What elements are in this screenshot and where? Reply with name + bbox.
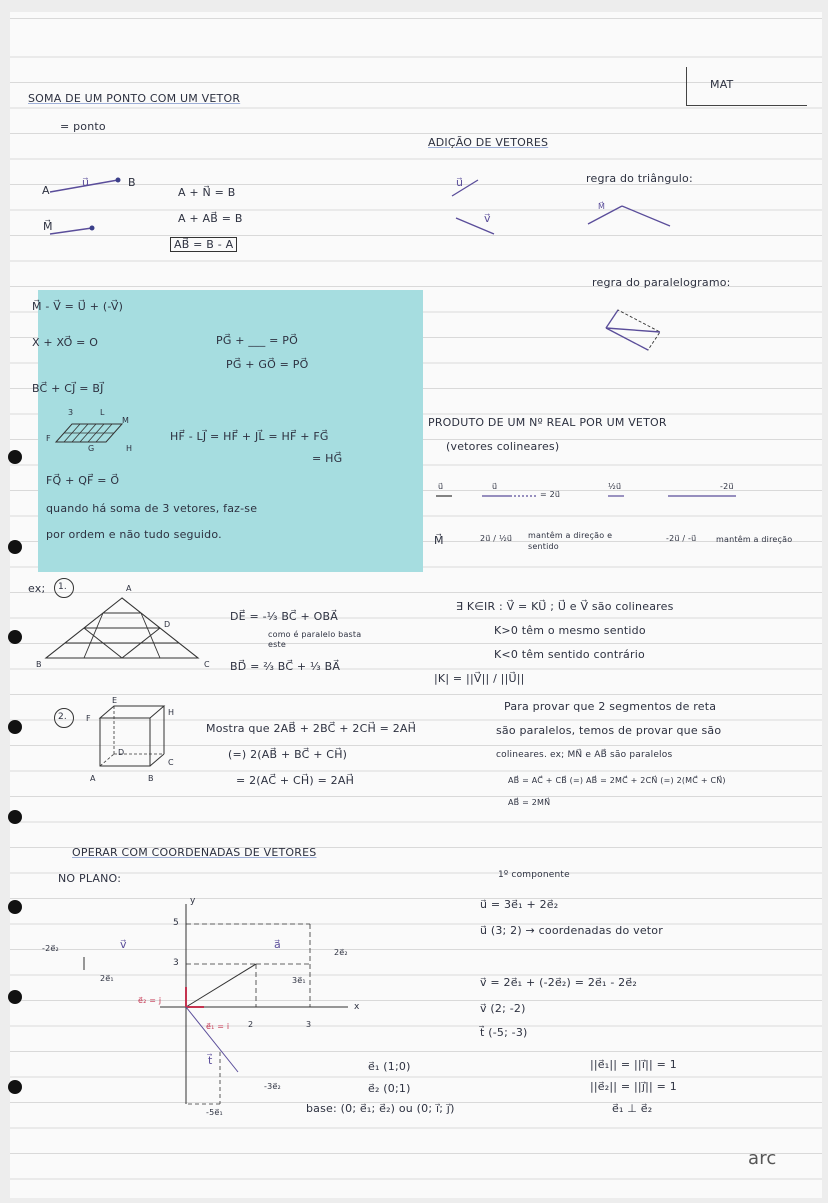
cube-label-f: F: [86, 714, 91, 723]
fig-label-m: M: [122, 416, 130, 425]
graph-t: t⃗: [208, 1054, 213, 1067]
keep1-vectors: 2u⃗ / ½u⃗: [480, 534, 513, 543]
cube-label-b: B: [148, 774, 154, 783]
product-m-label: M⃗: [434, 534, 444, 547]
teal-line8: por ordem e não tudo seguido.: [46, 528, 222, 541]
parallelogram-rule: regra do paralelogramo:: [592, 276, 731, 289]
graph-neg-5e1: -5e⃗₁: [206, 1108, 223, 1117]
prod-neg2u: -2u⃗: [720, 482, 734, 491]
fig-label-h: H: [126, 444, 133, 453]
fig-label-l: L: [100, 408, 105, 417]
keep2-text: mantêm a direção: [716, 535, 793, 544]
prod-u1: u⃗: [438, 482, 444, 491]
example2-line2: (=) 2(AB⃗ + BC⃗ + CH⃗): [228, 748, 348, 761]
parallel-line3: colineares. ex; MN⃗ e AB⃗ são paralelos: [496, 750, 673, 760]
graph-y-label: y: [190, 896, 196, 906]
cube-label-h: H: [168, 708, 175, 717]
eq-boxed-ab: AB⃗ = B - A: [170, 237, 237, 252]
vec-u-label: u⃗: [82, 176, 90, 189]
teal-line5b: = HG⃗: [312, 452, 343, 465]
teal-line6: FQ⃗ + QF⃗ = O⃗: [46, 474, 120, 487]
product-title: PRODUTO DE UM Nº REAL POR UM VETOR: [428, 416, 667, 429]
graph-neg-2e2: -2e⃗₂: [42, 944, 59, 953]
parallel-line1: Para provar que 2 segmentos de reta: [504, 700, 717, 713]
parallel-line2: são paralelos, temos de provar que são: [496, 724, 722, 737]
graph-tick-2: 2: [248, 1020, 254, 1029]
triangle-label-b: B: [36, 660, 42, 669]
teal-line5: HF⃗ - LJ⃗ = HF⃗ + JL⃗ = HF⃗ + FG⃗: [170, 430, 329, 443]
cube-label-e: E: [112, 696, 118, 705]
teal-line3a: PG⃗ + ___ = PO⃗: [216, 334, 298, 347]
k-absolute: |K| = ||V⃗|| / ||U⃗||: [434, 672, 525, 685]
k-negative: K<0 têm sentido contrário: [494, 648, 645, 661]
cube-label-d: D: [118, 748, 125, 757]
teal-line4: BC⃗ + CJ⃗ = BJ⃗: [32, 382, 104, 395]
exists-k: ∃ K∈IR : V⃗ = KU⃗ ; U⃗ e V⃗ são colineares: [456, 600, 674, 613]
right-vec-m: M⃗: [598, 202, 606, 211]
point-b: B: [128, 176, 136, 189]
point-a: A: [42, 184, 50, 197]
basis-definition: base: (0; e⃗₁; e⃗₂) ou (0; i⃗; j⃗): [306, 1102, 455, 1115]
example-label: ex;: [28, 582, 46, 595]
vec-m-label: M⃗: [43, 220, 53, 233]
example1-number: 1.: [58, 582, 67, 592]
triangle-label-c: C: [204, 660, 210, 669]
example2-line1: Mostra que 2AB⃗ + 2BC⃗ + 2CH⃗ = 2AH⃗: [206, 722, 417, 735]
component-title: 1º componente: [498, 870, 570, 880]
fig-label-f: F: [46, 434, 51, 443]
component-line1: u⃗ = 3e⃗₁ + 2e⃗₂: [480, 898, 559, 911]
example1-note: como é paralelo basta este: [268, 630, 362, 649]
triangle-label-d: D: [164, 620, 171, 629]
component-line5: t⃗ (-5; -3): [480, 1026, 528, 1039]
coords-title: OPERAR COM COORDENADAS DE VETORES: [72, 846, 317, 859]
prod-u2: u⃗: [492, 482, 498, 491]
teal-line1: M⃗ - V⃗ = U⃗ + (-V⃗): [32, 300, 124, 313]
teal-line7: quando há soma de 3 vetores, faz-se: [46, 502, 258, 515]
basis-e1: e⃗₁ (1;0): [368, 1060, 411, 1073]
prod-half-u: ½u⃗: [608, 482, 622, 491]
keep1-text: mantêm a direção e sentido: [528, 531, 613, 551]
fig-label-3: 3: [68, 408, 74, 417]
component-line3: v⃗ = 2e⃗₁ + (-2e⃗₂) = 2e⃗₁ - 2e⃗₂: [480, 976, 637, 989]
triangle-label-a: A: [126, 584, 132, 593]
product-vectors: [10, 12, 822, 512]
prod-2u: = 2u⃗: [540, 490, 561, 499]
example1-eq1: DE⃗ = -⅓ BC⃗ + OBA⃗: [230, 610, 338, 623]
example2-line3: = 2(AC⃗ + CH⃗) = 2AH⃗: [236, 774, 355, 787]
teal-line2: X + XO⃗ = O: [32, 336, 99, 349]
graph-red-e2: e⃗₂ = j: [138, 996, 162, 1005]
plane-label: NO PLANO:: [58, 872, 122, 885]
example2-number: 2.: [58, 712, 67, 722]
perpendicular: e⃗₁ ⊥ e⃗₂: [612, 1102, 653, 1115]
example1-eq2: BD⃗ = ⅔ BC⃗ + ⅓ BA⃗: [230, 660, 341, 673]
component-line4: v⃗ (2; -2): [480, 1002, 526, 1015]
graph-neg-3e2: -3e⃗₂: [264, 1082, 281, 1091]
notebook-page: [10, 12, 822, 1198]
subtitle-point: = ponto: [60, 120, 106, 133]
right-vec-v: v⃗: [484, 212, 491, 225]
graph-tick-5: 5: [173, 918, 179, 928]
subject-label: MAT: [710, 78, 734, 91]
graph-2e2: 2e⃗₂: [334, 948, 348, 957]
graph-tick-3x: 3: [306, 1020, 312, 1029]
fig-label-g: G: [88, 444, 95, 453]
eq-a-plus-ab: A + AB⃗ = B: [178, 212, 243, 225]
graph-red-e1: e⃗₁ = i: [206, 1022, 230, 1031]
right-vec-u: u⃗: [456, 176, 464, 189]
graph-3e1: 3e⃗₁: [292, 976, 306, 985]
component-line2: u⃗ (3; 2) → coordenadas do vetor: [480, 924, 663, 937]
norm-e2: ||e⃗₂|| = ||j⃗|| = 1: [590, 1080, 677, 1093]
cube-label-c: C: [168, 758, 174, 767]
parallel-line5: AB⃗ = 2MN⃗: [508, 798, 551, 807]
graph-x-label: x: [354, 1002, 360, 1012]
section-title-sum-point: SOMA DE UM PONTO COM UM VETOR: [28, 92, 241, 105]
product-subtitle: (vetores colineares): [446, 440, 560, 453]
parallel-line4: AB⃗ = AC⃗ + CB⃗ (=) AB⃗ = 2MC⃗ + 2CN⃗ (=) 2(MC⃗ + CN⃗): [508, 776, 726, 785]
addition-title: ADIÇÃO DE VETORES: [428, 136, 549, 149]
graph-tick-3: 3: [173, 958, 179, 968]
k-positive: K>0 têm o mesmo sentido: [494, 624, 646, 637]
graph-v: v⃗: [120, 938, 127, 951]
graph-a: a⃗: [274, 938, 281, 951]
basis-e2: e⃗₂ (0;1): [368, 1082, 411, 1095]
cube-label-a: A: [90, 774, 96, 783]
triangle-rule: regra do triângulo:: [586, 172, 693, 185]
graph-2e1: 2e⃗₁: [100, 974, 114, 983]
keep2-vectors: -2u⃗ / -u⃗: [666, 534, 697, 543]
teal-line3b: PG⃗ + GO⃗ = PO⃗: [226, 358, 309, 371]
eq-a-plus-n: A + N⃗ = B: [178, 186, 236, 199]
norm-e1: ||e⃗₁|| = ||i⃗|| = 1: [590, 1058, 677, 1071]
arc-logo: arc: [748, 1148, 777, 1169]
